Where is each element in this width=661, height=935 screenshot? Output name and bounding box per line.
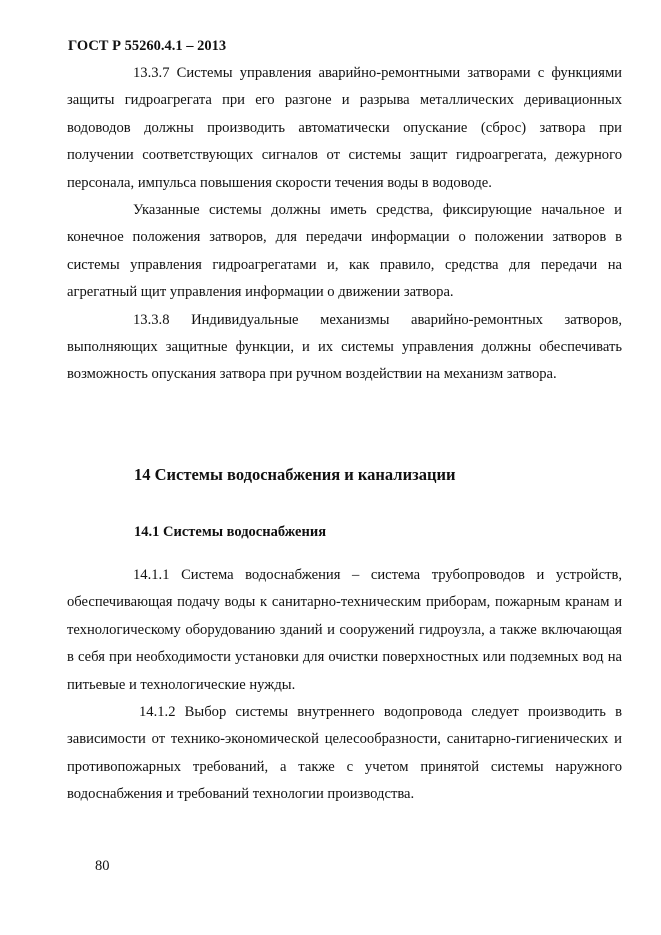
paragraph-13-3-7: 13.3.7 Системы управления аварийно-ремонтными затворами с функциями защиты гидроагрегата при его разгоне и разрыва металлических деривационных водоводов должны производить автоматически опускание (сброс) затвора при получении соответствующих сигналов от системы защит гидроагрегата, дежурного персонала, импульса повышения скорости течения воды в водоводе. xyxy=(67,65,622,191)
section-heading: 14 Системы водоснабжения и канализации xyxy=(134,465,456,484)
paragraph-14-1-2: 14.1.2 Выбор системы внутреннего водопровода следует производить в зависимости от технико-экономической целесообразности, санитарно-гигиенических и противопожарных требований, а также с учетом принятой системы наружного водоснабжения и требований технологии производства. xyxy=(67,704,622,803)
body-text-upper xyxy=(67,60,622,389)
paragraph-13-3-8: 13.3.8 Индивидуальные механизмы аварийно-ремонтных затворов, выполняющих защитные функции, и их системы управления должны обеспечивать возможность опускания затвора при ручном воздействии на механизм затвора. xyxy=(67,311,622,383)
document-header: ГОСТ Р 55260.4.1 – 2013 xyxy=(68,38,227,54)
paragraph-systems-means: Указанные системы должны иметь средства, фиксирующие начальное и конечное положения затворов, для передачи информации о положении затворов в системы управления гидроагрегатами и, как правило, средства для передачи на агрегатный щит управления информации о движении затвора. xyxy=(67,202,622,301)
subsection-heading: 14.1 Системы водоснабжения xyxy=(134,524,327,540)
page-number: 80 xyxy=(95,858,110,874)
paragraph-14-1-1: 14.1.1 Система водоснабжения – система трубопроводов и устройств, обеспечивающая подачу воды к санитарно-техническим приборам, пожарным кранам и технологическому оборудованию зданий и сооружений гидроузла, а также включающая в себя при необходимости установки для очистки поверхностных или подземных вод на питьевые и технологические нужды. xyxy=(67,567,622,693)
body-text-lower xyxy=(67,562,622,809)
